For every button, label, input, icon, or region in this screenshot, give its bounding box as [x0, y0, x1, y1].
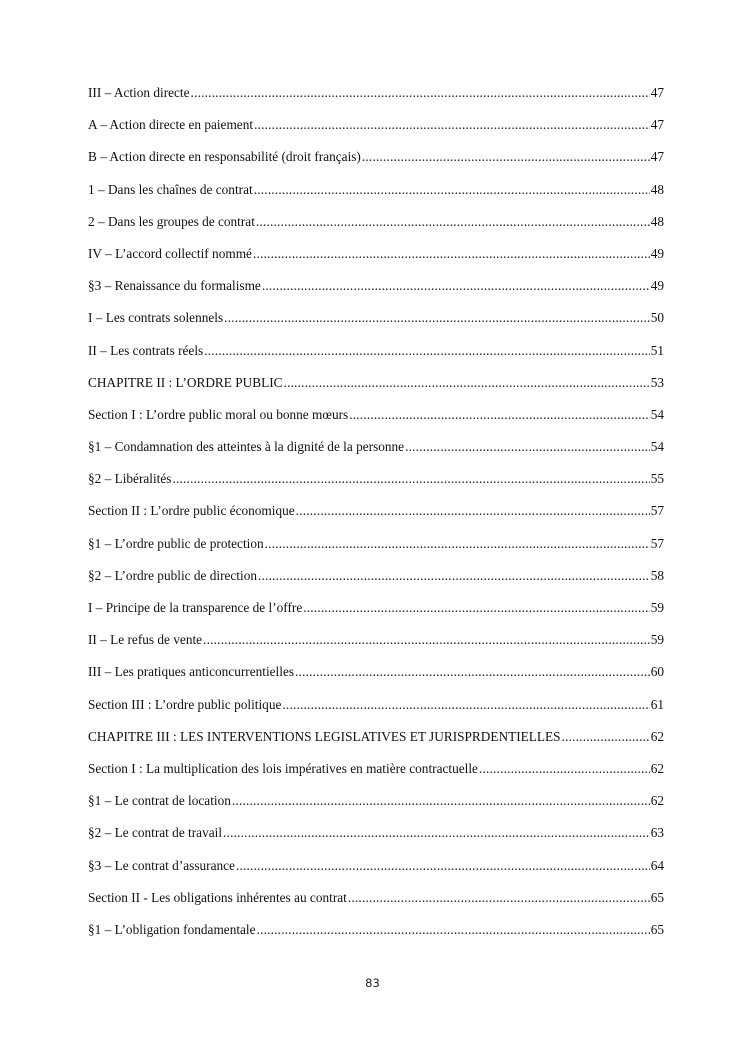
toc-entry-page: 48 — [650, 213, 664, 229]
toc-entry-title: Section II - Les obligations inhérentes au contrat — [88, 889, 347, 905]
toc-entry-title: B – Action directe en responsabilité (droit français) — [88, 149, 361, 165]
toc-entry-page: 54 — [650, 406, 664, 422]
toc-entry-page: 47 — [650, 85, 664, 100]
toc-entry-title: 2 – Dans les groupes de contrat — [88, 213, 255, 229]
toc-entry — [88, 279, 664, 311]
toc-entry-title: A – Action directe en paiement — [88, 117, 254, 133]
toc-entry-page: 49 — [650, 245, 664, 261]
toc-entry-title: §2 – Le contrat de travail — [88, 825, 223, 841]
toc-entry-title: I – Les contrats solennels — [88, 310, 224, 326]
toc-entry-title: IV – L’accord collectif nommé — [88, 245, 252, 261]
toc-entry-title: III – Action directe — [88, 85, 190, 100]
toc-entry-title: §2 – Libéralités — [88, 471, 172, 487]
toc-entry — [88, 344, 664, 376]
toc-entry — [88, 730, 664, 762]
toc-entry-page: 58 — [650, 567, 664, 583]
toc-entry-page: 49 — [650, 278, 664, 294]
toc-leader-dots — [253, 247, 650, 260]
toc-leader-dots — [262, 279, 650, 292]
toc-leader-dots — [562, 730, 650, 743]
toc-entry — [88, 376, 664, 408]
toc-entry — [88, 633, 664, 665]
toc-leader-dots — [232, 794, 650, 807]
toc-entry — [88, 150, 664, 182]
page-number: 83 — [365, 976, 380, 990]
toc-entry — [88, 472, 664, 504]
toc-entry — [88, 247, 664, 279]
toc-entry-page: 48 — [650, 181, 664, 197]
toc-entry-page: 64 — [650, 857, 664, 873]
toc-leader-dots — [362, 150, 650, 163]
toc-leader-dots — [256, 215, 650, 228]
toc-entry — [88, 569, 664, 601]
toc-entry-page: 62 — [650, 760, 664, 776]
toc-leader-dots — [296, 504, 650, 517]
toc-entry-page: 60 — [650, 664, 664, 680]
toc-entry-title: II – Le refus de vente — [88, 632, 203, 648]
toc-leader-dots — [223, 826, 650, 839]
toc-leader-dots — [204, 344, 650, 357]
toc-entry-title: CHAPITRE III : LES INTERVENTIONS LEGISLATIVES ET JURISPRDENTIELLES — [88, 728, 561, 744]
toc-entry-title: §1 – L’obligation fondamentale — [88, 921, 256, 937]
toc-entry — [88, 923, 664, 955]
toc-entry-page: 59 — [650, 632, 664, 648]
toc-entry-title: Section II : L’ordre public économique — [88, 503, 295, 519]
toc-leader-dots — [348, 891, 650, 904]
toc-leader-dots — [254, 118, 650, 131]
toc-entry-page: 61 — [650, 696, 664, 712]
toc-entry-title: §1 – Le contrat de location — [88, 793, 231, 809]
toc-leader-dots — [479, 762, 650, 775]
toc-entry-page: 65 — [650, 889, 664, 905]
toc-entry-title: III – Les pratiques anticoncurrentielles — [88, 664, 295, 680]
toc-entry-page: 51 — [650, 342, 664, 358]
toc-leader-dots — [191, 86, 650, 99]
toc-entry — [88, 440, 664, 472]
toc-entry-page: 53 — [650, 374, 664, 390]
toc-entry-title: §1 – L’ordre public de protection — [88, 535, 264, 551]
toc-entry-title: §1 – Condamnation des atteintes à la dignité de la personne — [88, 439, 405, 455]
toc-entry-page: 62 — [650, 728, 664, 744]
toc-entry-page: 57 — [650, 535, 664, 551]
toc-entry-title: §3 – Renaissance du formalisme — [88, 278, 261, 294]
toc-leader-dots — [303, 601, 649, 614]
toc-entry-title: Section III : L’ordre public politique — [88, 696, 282, 712]
toc-leader-dots — [258, 569, 650, 582]
toc-entry — [88, 762, 664, 794]
toc-entry-page: 54 — [650, 439, 664, 455]
toc-leader-dots — [203, 633, 650, 646]
toc-leader-dots — [295, 665, 650, 678]
toc-entry-page: 65 — [650, 921, 664, 937]
toc-leader-dots — [405, 440, 650, 453]
toc-entry-page: 62 — [650, 793, 664, 809]
table-of-contents — [88, 86, 664, 955]
toc-entry — [88, 215, 664, 247]
toc-entry-title: CHAPITRE II : L’ORDRE PUBLIC — [88, 374, 283, 390]
toc-entry-page: 55 — [650, 471, 664, 487]
toc-leader-dots — [224, 311, 650, 324]
toc-entry-title: §3 – Le contrat d’assurance — [88, 857, 235, 873]
toc-entry-title: I – Principe de la transparence de l’offre — [88, 600, 303, 615]
toc-leader-dots — [236, 859, 650, 872]
toc-entry-title: §2 – L’ordre public de direction — [88, 567, 257, 583]
toc-entry-title: Section I : La multiplication des lois impératives en matière contractuelle — [88, 760, 478, 776]
toc-leader-dots — [282, 698, 649, 711]
toc-leader-dots — [349, 408, 649, 421]
toc-entry-title: 1 – Dans les chaînes de contrat — [88, 181, 253, 197]
toc-entry — [88, 826, 664, 858]
toc-entry — [88, 859, 664, 891]
toc-entry-page: 47 — [650, 149, 664, 165]
toc-entry — [88, 794, 664, 826]
toc-entry — [88, 601, 664, 633]
toc-leader-dots — [265, 537, 650, 550]
toc-entry — [88, 183, 664, 215]
toc-entry — [88, 698, 664, 730]
toc-entry — [88, 86, 664, 118]
toc-leader-dots — [257, 923, 650, 936]
toc-entry-page: 50 — [650, 310, 664, 326]
toc-entry — [88, 537, 664, 569]
toc-entry-page: 63 — [650, 825, 664, 841]
toc-entry-title: Section I : L’ordre public moral ou bonne mœurs — [88, 406, 349, 422]
toc-leader-dots — [254, 183, 650, 196]
toc-entry-title: II – Les contrats réels — [88, 342, 204, 358]
toc-leader-dots — [172, 472, 649, 485]
toc-entry — [88, 118, 664, 150]
toc-entry-page: 57 — [650, 503, 664, 519]
toc-entry-page: 47 — [650, 117, 664, 133]
toc-entry — [88, 408, 664, 440]
toc-entry — [88, 504, 664, 536]
toc-entry — [88, 891, 664, 923]
toc-entry-page: 59 — [650, 600, 664, 615]
toc-leader-dots — [284, 376, 650, 389]
toc-entry — [88, 311, 664, 343]
toc-entry — [88, 665, 664, 697]
